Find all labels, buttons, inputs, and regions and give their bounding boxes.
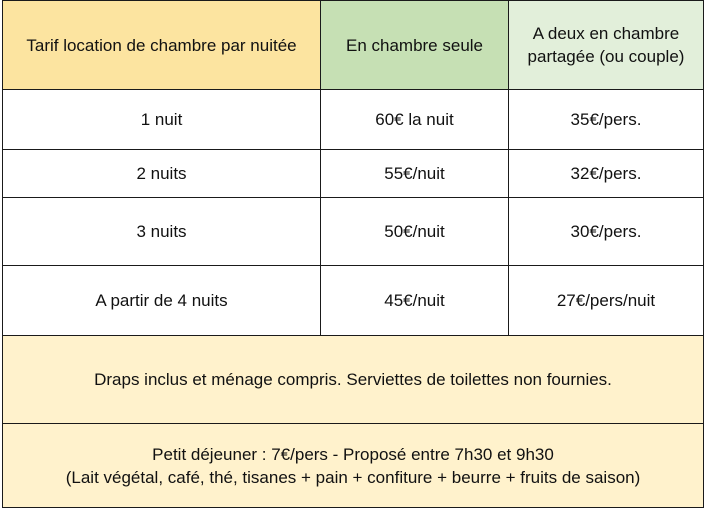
pricing-table-container (2, 0, 703, 507)
linen-note-row (3, 336, 704, 424)
table-header-row (3, 1, 704, 90)
breakfast-row (3, 424, 704, 508)
linen-note: Draps inclus et ménage compris. Serviettes de toilettes non fournies. (3, 336, 704, 424)
header-rate-per-night: Tarif location de chambre par nuitée (3, 1, 321, 90)
table-row (3, 266, 704, 336)
breakfast-contents-line: (Lait végétal, café, thé, tisanes + pain + confiture + beurre + fruits de saison) (65, 467, 641, 487)
header-single-room: En chambre seule (321, 1, 509, 90)
row-shared-price: 30€/pers. (509, 198, 704, 266)
row-single-price: 55€/nuit (321, 150, 509, 198)
row-duration: 1 nuit (3, 90, 321, 150)
row-single-price: 50€/nuit (321, 198, 509, 266)
row-single-price: 60€ la nuit (321, 90, 509, 150)
table-row (3, 198, 704, 266)
row-shared-price: 32€/pers. (509, 150, 704, 198)
pricing-table (2, 0, 704, 508)
row-duration: 3 nuits (3, 198, 321, 266)
breakfast-info (3, 424, 704, 508)
table-row (3, 150, 704, 198)
row-shared-price: 27€/pers/nuit (509, 266, 704, 336)
row-duration: 2 nuits (3, 150, 321, 198)
header-shared-room (509, 1, 704, 90)
breakfast-price-line: Petit déjeuner : 7€/pers - Proposé entre 7h30 et 9h30 (152, 444, 554, 464)
row-single-price: 45€/nuit (321, 266, 509, 336)
table-row (3, 90, 704, 150)
header-shared-room-line2: partagée (ou couple) (527, 47, 685, 66)
row-duration: A partir de 4 nuits (3, 266, 321, 336)
row-shared-price: 35€/pers. (509, 90, 704, 150)
header-shared-room-line1: A deux en chambre (532, 24, 680, 43)
